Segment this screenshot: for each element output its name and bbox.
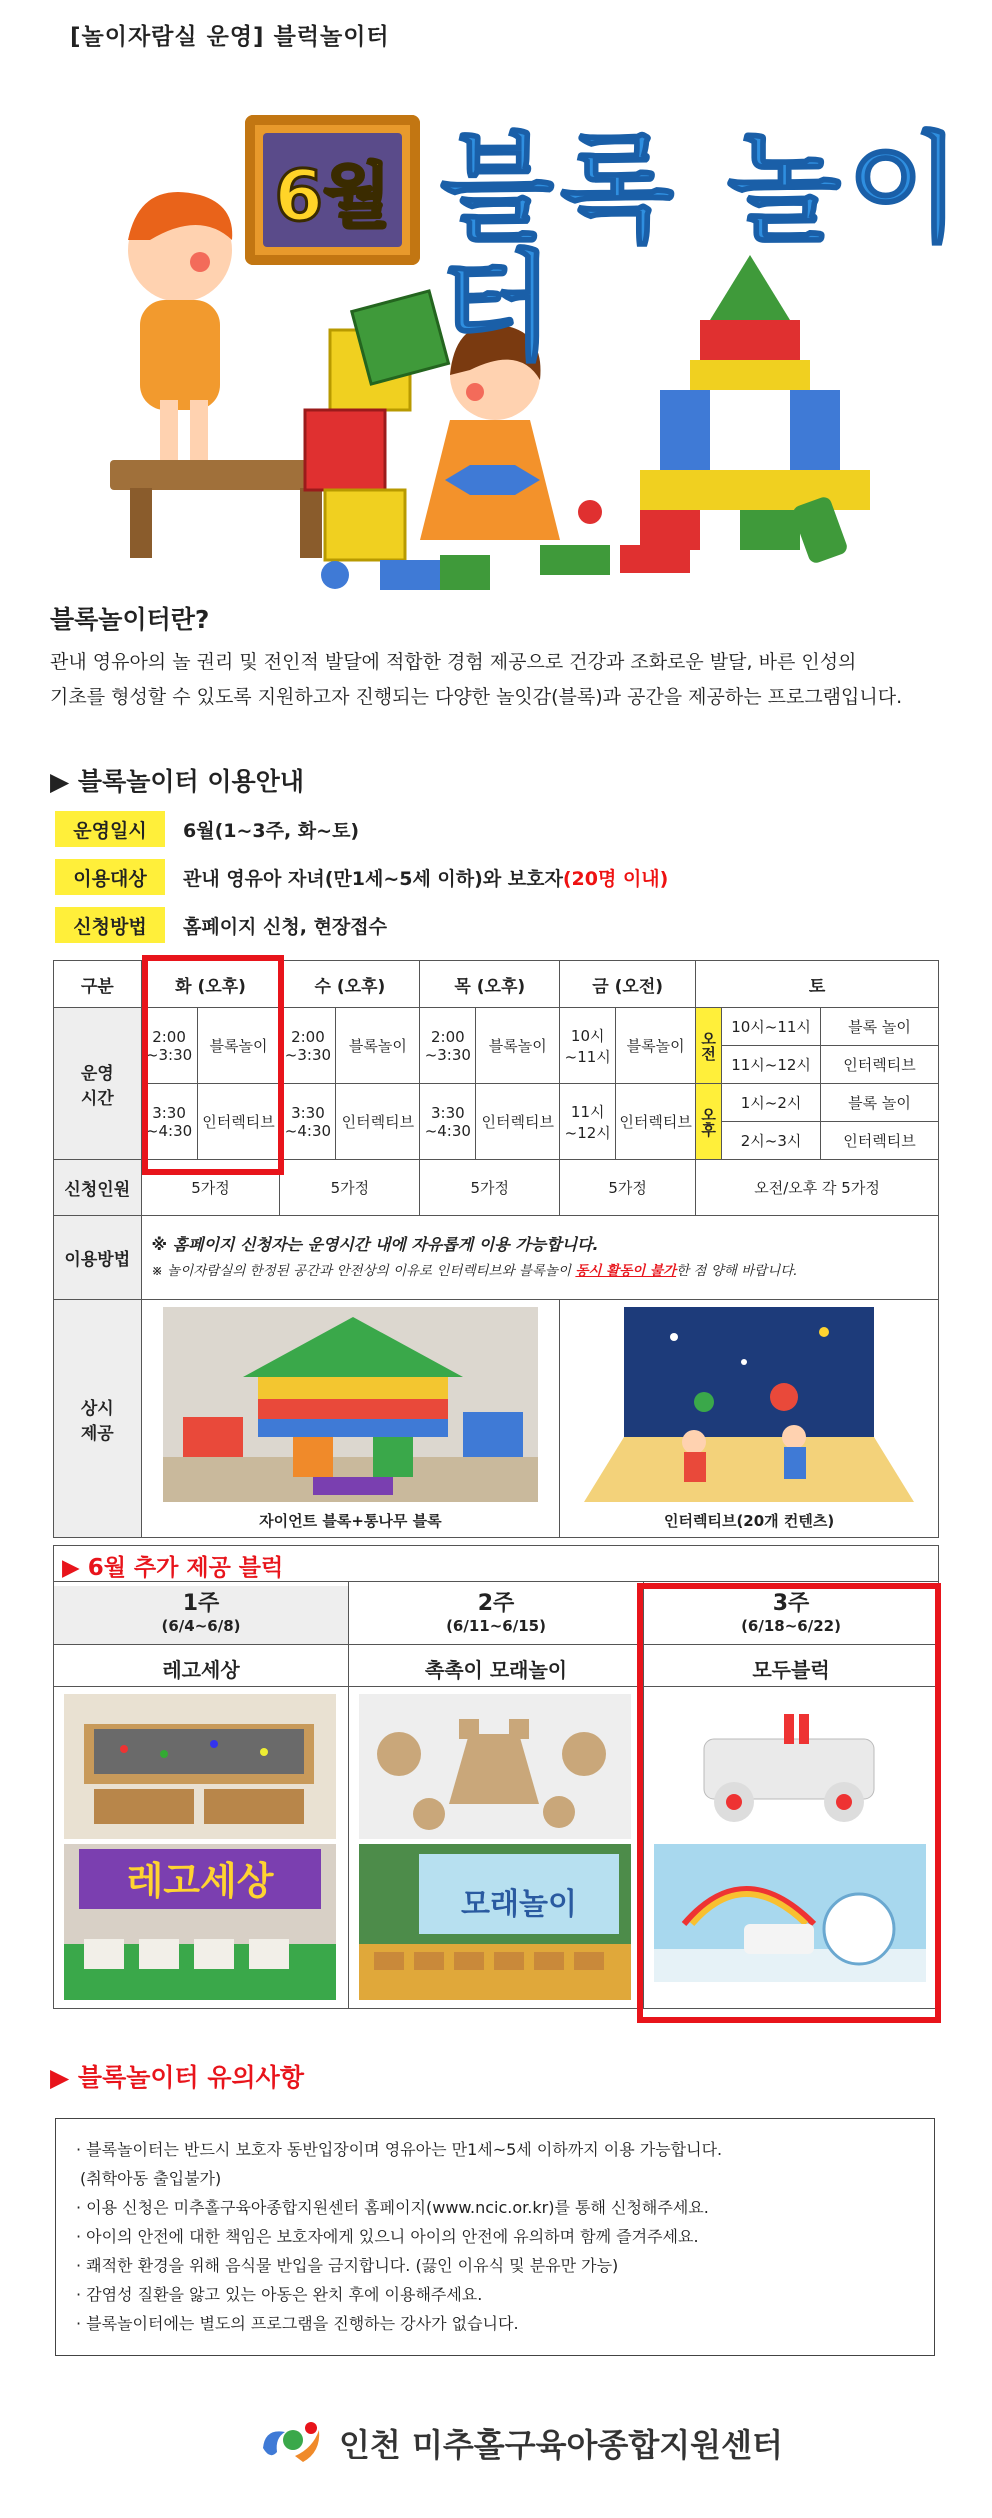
header-cell: 토 [696, 961, 939, 1008]
usage-cell [141, 1216, 938, 1300]
activity-cell: 블록놀이 [616, 1008, 696, 1084]
intro-text [50, 645, 950, 715]
activity-cell: 인터렉티브 [821, 1122, 939, 1160]
capacity-cell: 5가정 [280, 1160, 420, 1216]
lego-world-sign-photo [64, 1844, 336, 2000]
capacity-cell: 5가정 [420, 1160, 560, 1216]
week-label: 1주 [182, 1591, 220, 1616]
info-row-target [55, 858, 668, 896]
header-cell: 목 (오후) [420, 961, 560, 1008]
usage-line-2-a: ※ 놀이자람실의 한정된 공간과 안전상의 이유로 인터렉티브와 블록놀이 [151, 1262, 576, 1279]
info-key: 신청방법 [55, 907, 165, 943]
intro-heading: 블록놀이터란? [50, 605, 210, 634]
activity-cell: 블록놀이 [197, 1008, 280, 1084]
header-cell: 화 (오후) [141, 961, 280, 1008]
capacity-cell: 5가정 [560, 1160, 696, 1216]
time-cell: 2시~3시 [722, 1122, 821, 1160]
row-label-always: 상시 제공 [54, 1300, 142, 1538]
usage-line-2-c: 한 점 양해 바랍니다. [676, 1262, 798, 1279]
activity-cell: 블록 놀이 [821, 1084, 939, 1122]
giant-block-photo [163, 1307, 538, 1502]
week-1-head [54, 1586, 348, 1644]
info-value: 홈페이지 신청, 현장접수 [183, 915, 387, 938]
week-dates: (6/18~6/22) [741, 1617, 841, 1635]
activity-cell: 인터렉티브 [821, 1046, 939, 1084]
always-item-blocks [141, 1300, 560, 1538]
activity-cell: 인터렉티브 [476, 1084, 560, 1160]
time-cell: 11시 ~12시 [560, 1084, 616, 1160]
page-label: [놀이자람실 운영] 블럭놀이터 [70, 24, 390, 50]
info-key: 운영일시 [55, 811, 165, 847]
time-cell: 2:00 ~3:30 [280, 1008, 336, 1084]
highlight-tuesday-box [142, 955, 284, 1175]
activity-cell: 블록놀이 [336, 1008, 420, 1084]
org-name: 인천 미추홀구육아종합지원센터 [339, 2426, 783, 2464]
capacity-cell: 5가정 [141, 1160, 280, 1216]
week-1-name: 레고세상 [162, 1658, 240, 1682]
week-label: 2주 [477, 1591, 515, 1616]
notice-box [55, 2118, 935, 2356]
time-cell: 3:30 ~4:30 [141, 1084, 197, 1160]
time-cell: 2:00 ~3:30 [141, 1008, 197, 1084]
interactive-photo [584, 1307, 914, 1502]
sand-castle-photo [359, 1694, 631, 1839]
sat-am-label: 오전 [696, 1008, 722, 1084]
activity-cell: 인터렉티브 [197, 1084, 280, 1160]
week-3-name: 모두블럭 [752, 1658, 830, 1682]
hero-illustration [0, 0, 992, 600]
footer [255, 2418, 783, 2468]
highlight-week3-box [637, 1583, 941, 2023]
notice-heading: ▶ 블록놀이터 유의사항 [50, 2063, 304, 2092]
month-text: 6월 [274, 154, 391, 237]
intro-line-1: 관내 영유아의 놀 권리 및 전인적 발달에 적합한 경험 제공으로 건강과 조화로운 발달, 바른 인성의 [50, 651, 857, 673]
time-cell: 10시 ~11시 [560, 1008, 616, 1084]
activity-cell: 블록 놀이 [821, 1008, 939, 1046]
header-cell: 수 (오후) [280, 961, 420, 1008]
usage-line-2 [152, 1258, 937, 1284]
org-logo-icon [255, 2418, 325, 2468]
notice-item: · 블록놀이터는 반드시 보호자 동반입장이며 영유아는 만1세~5세 이하까지 이용 가능합니다. [76, 2140, 723, 2159]
month-board [245, 115, 420, 265]
row-label-usage: 이용방법 [54, 1216, 142, 1300]
extra-heading-bar [53, 1545, 939, 1581]
sand-sign-text: 모래놀이 [461, 1887, 577, 1922]
header-cell: 금 (오전) [560, 961, 696, 1008]
week-label: 3주 [772, 1591, 810, 1616]
activity-cell: 인터렉티브 [616, 1084, 696, 1160]
sand-play-sign-photo [359, 1844, 631, 2000]
time-cell: 10시~11시 [722, 1008, 821, 1046]
notice-item: · 쾌적한 환경을 위해 음식물 반입을 금지합니다. (끓인 이유식 및 분유만 가능) [76, 2256, 619, 2275]
time-cell: 3:30 ~4:30 [280, 1084, 336, 1160]
week-2-head [349, 1586, 643, 1644]
extra-heading: ▶ 6월 추가 제공 블럭 [62, 1555, 284, 1581]
notice-item: · 감염성 질환을 앓고 있는 아동은 완치 후에 이용해주세요. [76, 2285, 483, 2304]
week-dates: (6/4~6/8) [161, 1617, 241, 1635]
hero-title: 블록 놀이터 [440, 120, 968, 376]
notice-item: (취학아동 출입불가) [80, 2169, 222, 2188]
notice-item: · 블록놀이터에는 별도의 프로그램을 진행하는 강사가 없습니다. [76, 2314, 519, 2333]
header-cell: 구분 [54, 961, 142, 1008]
info-row-apply [55, 906, 387, 944]
sat-pm-label: 오후 [696, 1084, 722, 1160]
always-item-interactive [560, 1300, 939, 1538]
always-item-label: 인터렉티브(20개 컨텐츠) [664, 1512, 835, 1530]
capacity-cell: 오전/오후 각 5가정 [696, 1160, 939, 1216]
row-label-time: 운영 시간 [54, 1008, 142, 1160]
activity-cell: 인터렉티브 [336, 1084, 420, 1160]
time-cell: 1시~2시 [722, 1084, 821, 1122]
info-row-schedule [55, 810, 359, 848]
notice-item: · 아이의 안전에 대한 책임은 보호자에게 있으니 아이의 안전에 유의하며 함께 즐겨주세요. [76, 2227, 699, 2246]
always-item-label: 자이언트 블록+통나무 블록 [259, 1512, 442, 1530]
week-dates: (6/11~6/15) [446, 1617, 546, 1635]
usage-line-2-b: 동시 활동이 불가 [575, 1262, 677, 1279]
lego-table-photo [64, 1694, 336, 1839]
time-cell: 11시~12시 [722, 1046, 821, 1084]
time-cell: 2:00 ~3:30 [420, 1008, 476, 1084]
intro-line-2: 기초를 형성할 수 있도록 지원하고자 진행되는 다양한 놀잇감(블록)과 공간을 제공하는 프로그램입니다. [50, 686, 903, 708]
time-cell: 3:30 ~4:30 [420, 1084, 476, 1160]
row-label-capacity: 신청인원 [54, 1160, 142, 1216]
notice-item: · 이용 신청은 미추홀구육아종합지원센터 홈페이지(www.ncic.or.kr)를 통해 신청해주세요. [76, 2198, 709, 2217]
week-2-name: 촉촉이 모래놀이 [424, 1658, 568, 1682]
guide-heading: ▶ 블록놀이터 이용안내 [50, 767, 304, 796]
usage-line-1: ※ 홈페이지 신청자는 운영시간 내에 자유롭게 이용 가능합니다. [151, 1234, 599, 1254]
lego-sign-text: 레고세상 [126, 1859, 274, 1903]
info-value: 관내 영유아 자녀(만1세~5세 이하)와 보호자 [183, 867, 563, 890]
activity-cell: 블록놀이 [476, 1008, 560, 1084]
info-extra: (20명 이내) [562, 867, 669, 890]
info-value: 6월(1~3주, 화~토) [183, 819, 360, 842]
info-key: 이용대상 [55, 859, 165, 895]
